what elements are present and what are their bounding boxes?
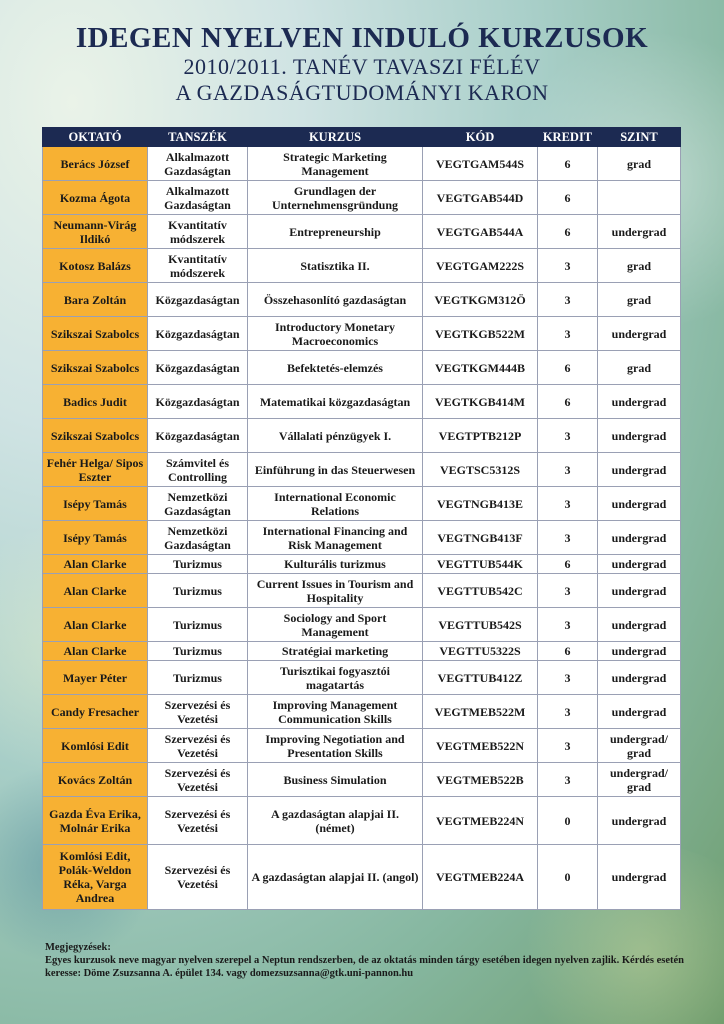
level-cell: undergrad xyxy=(598,385,681,419)
level-cell: undergrad xyxy=(598,215,681,249)
level-cell: undergrad xyxy=(598,555,681,574)
course-cell: Improving Management Communication Skills xyxy=(248,695,423,729)
department-cell: Szervezési és Vezetési xyxy=(148,695,248,729)
teacher-cell: Neumann-Virág Ildikó xyxy=(43,215,148,249)
column-header-teacher: OKTATÓ xyxy=(43,128,148,147)
code-cell: VEGTTUB542C xyxy=(423,574,538,608)
department-cell: Turizmus xyxy=(148,574,248,608)
level-cell: undergrad xyxy=(598,453,681,487)
level-cell: undergrad xyxy=(598,487,681,521)
teacher-cell: Candy Fresacher xyxy=(43,695,148,729)
level-cell: undergrad xyxy=(598,574,681,608)
department-cell: Alkalmazott Gazdaságtan xyxy=(148,181,248,215)
teacher-cell: Berács József xyxy=(43,147,148,181)
table-row xyxy=(43,574,681,608)
level-cell xyxy=(598,181,681,215)
code-cell: VEGTMEB224A xyxy=(423,845,538,910)
course-cell: A gazdaságtan alapjai II. (angol) xyxy=(248,845,423,910)
department-cell: Közgazdaságtan xyxy=(148,419,248,453)
department-cell: Turizmus xyxy=(148,661,248,695)
page-subtitle-faculty: A GAZDASÁGTUDOMÁNYI KARON xyxy=(175,80,549,105)
level-cell: grad xyxy=(598,351,681,385)
table-row xyxy=(43,661,681,695)
teacher-cell: Alan Clarke xyxy=(43,608,148,642)
course-cell: Current Issues in Tourism and Hospitality xyxy=(248,574,423,608)
code-cell: VEGTTU5322S xyxy=(423,642,538,661)
credit-cell: 6 xyxy=(538,555,598,574)
code-cell: VEGTGAM222S xyxy=(423,249,538,283)
course-cell: Introductory Monetary Macroeconomics xyxy=(248,317,423,351)
course-cell: Business Simulation xyxy=(248,763,423,797)
level-cell: grad xyxy=(598,147,681,181)
credit-cell: 6 xyxy=(538,147,598,181)
credit-cell: 3 xyxy=(538,419,598,453)
department-cell: Nemzetközi Gazdaságtan xyxy=(148,487,248,521)
teacher-cell: Szikszai Szabolcs xyxy=(43,351,148,385)
credit-cell: 3 xyxy=(538,283,598,317)
level-cell: undergrad xyxy=(598,642,681,661)
course-cell: Turisztikai fogyasztói magatartás xyxy=(248,661,423,695)
level-cell: undergrad xyxy=(598,797,681,845)
teacher-cell: Szikszai Szabolcs xyxy=(43,317,148,351)
table-row xyxy=(43,642,681,661)
table-row xyxy=(43,181,681,215)
course-cell: Strategic Marketing Management xyxy=(248,147,423,181)
code-cell: VEGTGAM544S xyxy=(423,147,538,181)
notes-title: Megjegyzések: xyxy=(45,942,111,953)
teacher-cell: Mayer Péter xyxy=(43,661,148,695)
department-cell: Közgazdaságtan xyxy=(148,283,248,317)
column-header-department: TANSZÉK xyxy=(148,128,248,147)
level-cell: undergrad/ grad xyxy=(598,763,681,797)
credit-cell: 3 xyxy=(538,608,598,642)
code-cell: VEGTTUB544K xyxy=(423,555,538,574)
table-row xyxy=(43,249,681,283)
teacher-cell: Alan Clarke xyxy=(43,642,148,661)
teacher-cell: Bara Zoltán xyxy=(43,283,148,317)
credit-cell: 6 xyxy=(538,181,598,215)
credit-cell: 0 xyxy=(538,845,598,910)
teacher-cell: Kotosz Balázs xyxy=(43,249,148,283)
code-cell: VEGTNGB413E xyxy=(423,487,538,521)
department-cell: Közgazdaságtan xyxy=(148,351,248,385)
column-header-level: SZINT xyxy=(598,128,681,147)
courses-table xyxy=(42,127,681,910)
credit-cell: 3 xyxy=(538,763,598,797)
teacher-cell: Kozma Ágota xyxy=(43,181,148,215)
table-row xyxy=(43,608,681,642)
table-row xyxy=(43,487,681,521)
table-row xyxy=(43,729,681,763)
course-cell: A gazdaságtan alapjai II. (német) xyxy=(248,797,423,845)
course-cell: Kulturális turizmus xyxy=(248,555,423,574)
teacher-cell: Fehér Helga/ Sipos Eszter xyxy=(43,453,148,487)
page-title: IDEGEN NYELVEN INDULÓ KURZUSOK xyxy=(75,22,649,54)
level-cell: undergrad xyxy=(598,317,681,351)
table-row xyxy=(43,147,681,181)
department-cell: Szervezési és Vezetési xyxy=(148,729,248,763)
credit-cell: 3 xyxy=(538,521,598,555)
department-cell: Szervezési és Vezetési xyxy=(148,763,248,797)
course-cell: Vállalati pénzügyek I. xyxy=(248,419,423,453)
page-subtitle-semester: 2010/2011. TANÉV TAVASZI FÉLÉV xyxy=(183,54,541,79)
course-cell: Grundlagen der Unternehmensgründung xyxy=(248,181,423,215)
column-header-course: KURZUS xyxy=(248,128,423,147)
credit-cell: 3 xyxy=(538,453,598,487)
level-cell: undergrad xyxy=(598,845,681,910)
level-cell: undergrad xyxy=(598,419,681,453)
notes-section xyxy=(45,941,685,980)
teacher-cell: Gazda Éva Erika, Molnár Erika xyxy=(43,797,148,845)
code-cell: VEGTGAB544A xyxy=(423,215,538,249)
level-cell: undergrad/ grad xyxy=(598,729,681,763)
code-cell: VEGTSC5312S xyxy=(423,453,538,487)
table-row xyxy=(43,797,681,845)
course-cell: Improving Negotiation and Presentation Skills xyxy=(248,729,423,763)
table-row xyxy=(43,283,681,317)
code-cell: VEGTPTB212P xyxy=(423,419,538,453)
teacher-cell: Komlósi Edit xyxy=(43,729,148,763)
course-cell: Entrepreneurship xyxy=(248,215,423,249)
teacher-cell: Alan Clarke xyxy=(43,555,148,574)
department-cell: Szervezési és Vezetési xyxy=(148,845,248,910)
department-cell: Turizmus xyxy=(148,608,248,642)
code-cell: VEGTNGB413F xyxy=(423,521,538,555)
teacher-cell: Szikszai Szabolcs xyxy=(43,419,148,453)
code-cell: VEGTMEB522N xyxy=(423,729,538,763)
table-row xyxy=(43,453,681,487)
teacher-cell: Isépy Tamás xyxy=(43,487,148,521)
course-cell: Összehasonlító gazdaságtan xyxy=(248,283,423,317)
level-cell: undergrad xyxy=(598,695,681,729)
level-cell: undergrad xyxy=(598,608,681,642)
course-cell: International Economic Relations xyxy=(248,487,423,521)
course-cell: Sociology and Sport Management xyxy=(248,608,423,642)
course-cell: Befektetés-elemzés xyxy=(248,351,423,385)
code-cell: VEGTKGB522M xyxy=(423,317,538,351)
table-row xyxy=(43,763,681,797)
credit-cell: 6 xyxy=(538,385,598,419)
credit-cell: 3 xyxy=(538,661,598,695)
department-cell: Közgazdaságtan xyxy=(148,317,248,351)
table-body xyxy=(43,147,681,910)
department-cell: Turizmus xyxy=(148,555,248,574)
code-cell: VEGTKGM312Ö xyxy=(423,283,538,317)
table-row xyxy=(43,521,681,555)
code-cell: VEGTTUB542S xyxy=(423,608,538,642)
code-cell: VEGTMEB522M xyxy=(423,695,538,729)
column-header-code: KÓD xyxy=(423,128,538,147)
credit-cell: 3 xyxy=(538,249,598,283)
credit-cell: 3 xyxy=(538,317,598,351)
table-row xyxy=(43,555,681,574)
credit-cell: 3 xyxy=(538,695,598,729)
table-row xyxy=(43,419,681,453)
department-cell: Számvitel és Controlling xyxy=(148,453,248,487)
level-cell: undergrad xyxy=(598,661,681,695)
page-header xyxy=(0,22,724,106)
table-header-row xyxy=(43,128,681,147)
teacher-cell: Komlósi Edit, Polák-Weldon Réka, Varga Andrea xyxy=(43,845,148,910)
column-header-credit: KREDIT xyxy=(538,128,598,147)
department-cell: Turizmus xyxy=(148,642,248,661)
level-cell: grad xyxy=(598,283,681,317)
notes-text: Egyes kurzusok neve magyar nyelven szerepel a Neptun rendszerben, de az oktatás minden tárgy esetében idegen nyelven zajlik. Kérdés esetén keresse: Döme Zsuzsanna A. épület 134. vagy domezsuzsanna@gtk.uni-pannon.hu xyxy=(45,955,684,979)
table-row xyxy=(43,351,681,385)
department-cell: Szervezési és Vezetési xyxy=(148,797,248,845)
code-cell: VEGTTUB412Z xyxy=(423,661,538,695)
code-cell: VEGTMEB522B xyxy=(423,763,538,797)
credit-cell: 3 xyxy=(538,574,598,608)
credit-cell: 6 xyxy=(538,351,598,385)
course-cell: International Financing and Risk Management xyxy=(248,521,423,555)
code-cell: VEGTMEB224N xyxy=(423,797,538,845)
code-cell: VEGTKGM444B xyxy=(423,351,538,385)
teacher-cell: Isépy Tamás xyxy=(43,521,148,555)
code-cell: VEGTGAB544D xyxy=(423,181,538,215)
course-cell: Statisztika II. xyxy=(248,249,423,283)
course-cell: Einführung in das Steuerwesen xyxy=(248,453,423,487)
course-cell: Matematikai közgazdaságtan xyxy=(248,385,423,419)
teacher-cell: Badics Judit xyxy=(43,385,148,419)
table-row xyxy=(43,215,681,249)
table-row xyxy=(43,845,681,910)
teacher-cell: Alan Clarke xyxy=(43,574,148,608)
code-cell: VEGTKGB414M xyxy=(423,385,538,419)
level-cell: undergrad xyxy=(598,521,681,555)
credit-cell: 6 xyxy=(538,215,598,249)
credit-cell: 0 xyxy=(538,797,598,845)
department-cell: Nemzetközi Gazdaságtan xyxy=(148,521,248,555)
table-row xyxy=(43,385,681,419)
level-cell: grad xyxy=(598,249,681,283)
credit-cell: 3 xyxy=(538,729,598,763)
table-row xyxy=(43,695,681,729)
department-cell: Kvantitatív módszerek xyxy=(148,249,248,283)
course-cell: Stratégiai marketing xyxy=(248,642,423,661)
department-cell: Kvantitatív módszerek xyxy=(148,215,248,249)
department-cell: Közgazdaságtan xyxy=(148,385,248,419)
credit-cell: 3 xyxy=(538,487,598,521)
teacher-cell: Kovács Zoltán xyxy=(43,763,148,797)
department-cell: Alkalmazott Gazdaságtan xyxy=(148,147,248,181)
table-row xyxy=(43,317,681,351)
credit-cell: 6 xyxy=(538,642,598,661)
